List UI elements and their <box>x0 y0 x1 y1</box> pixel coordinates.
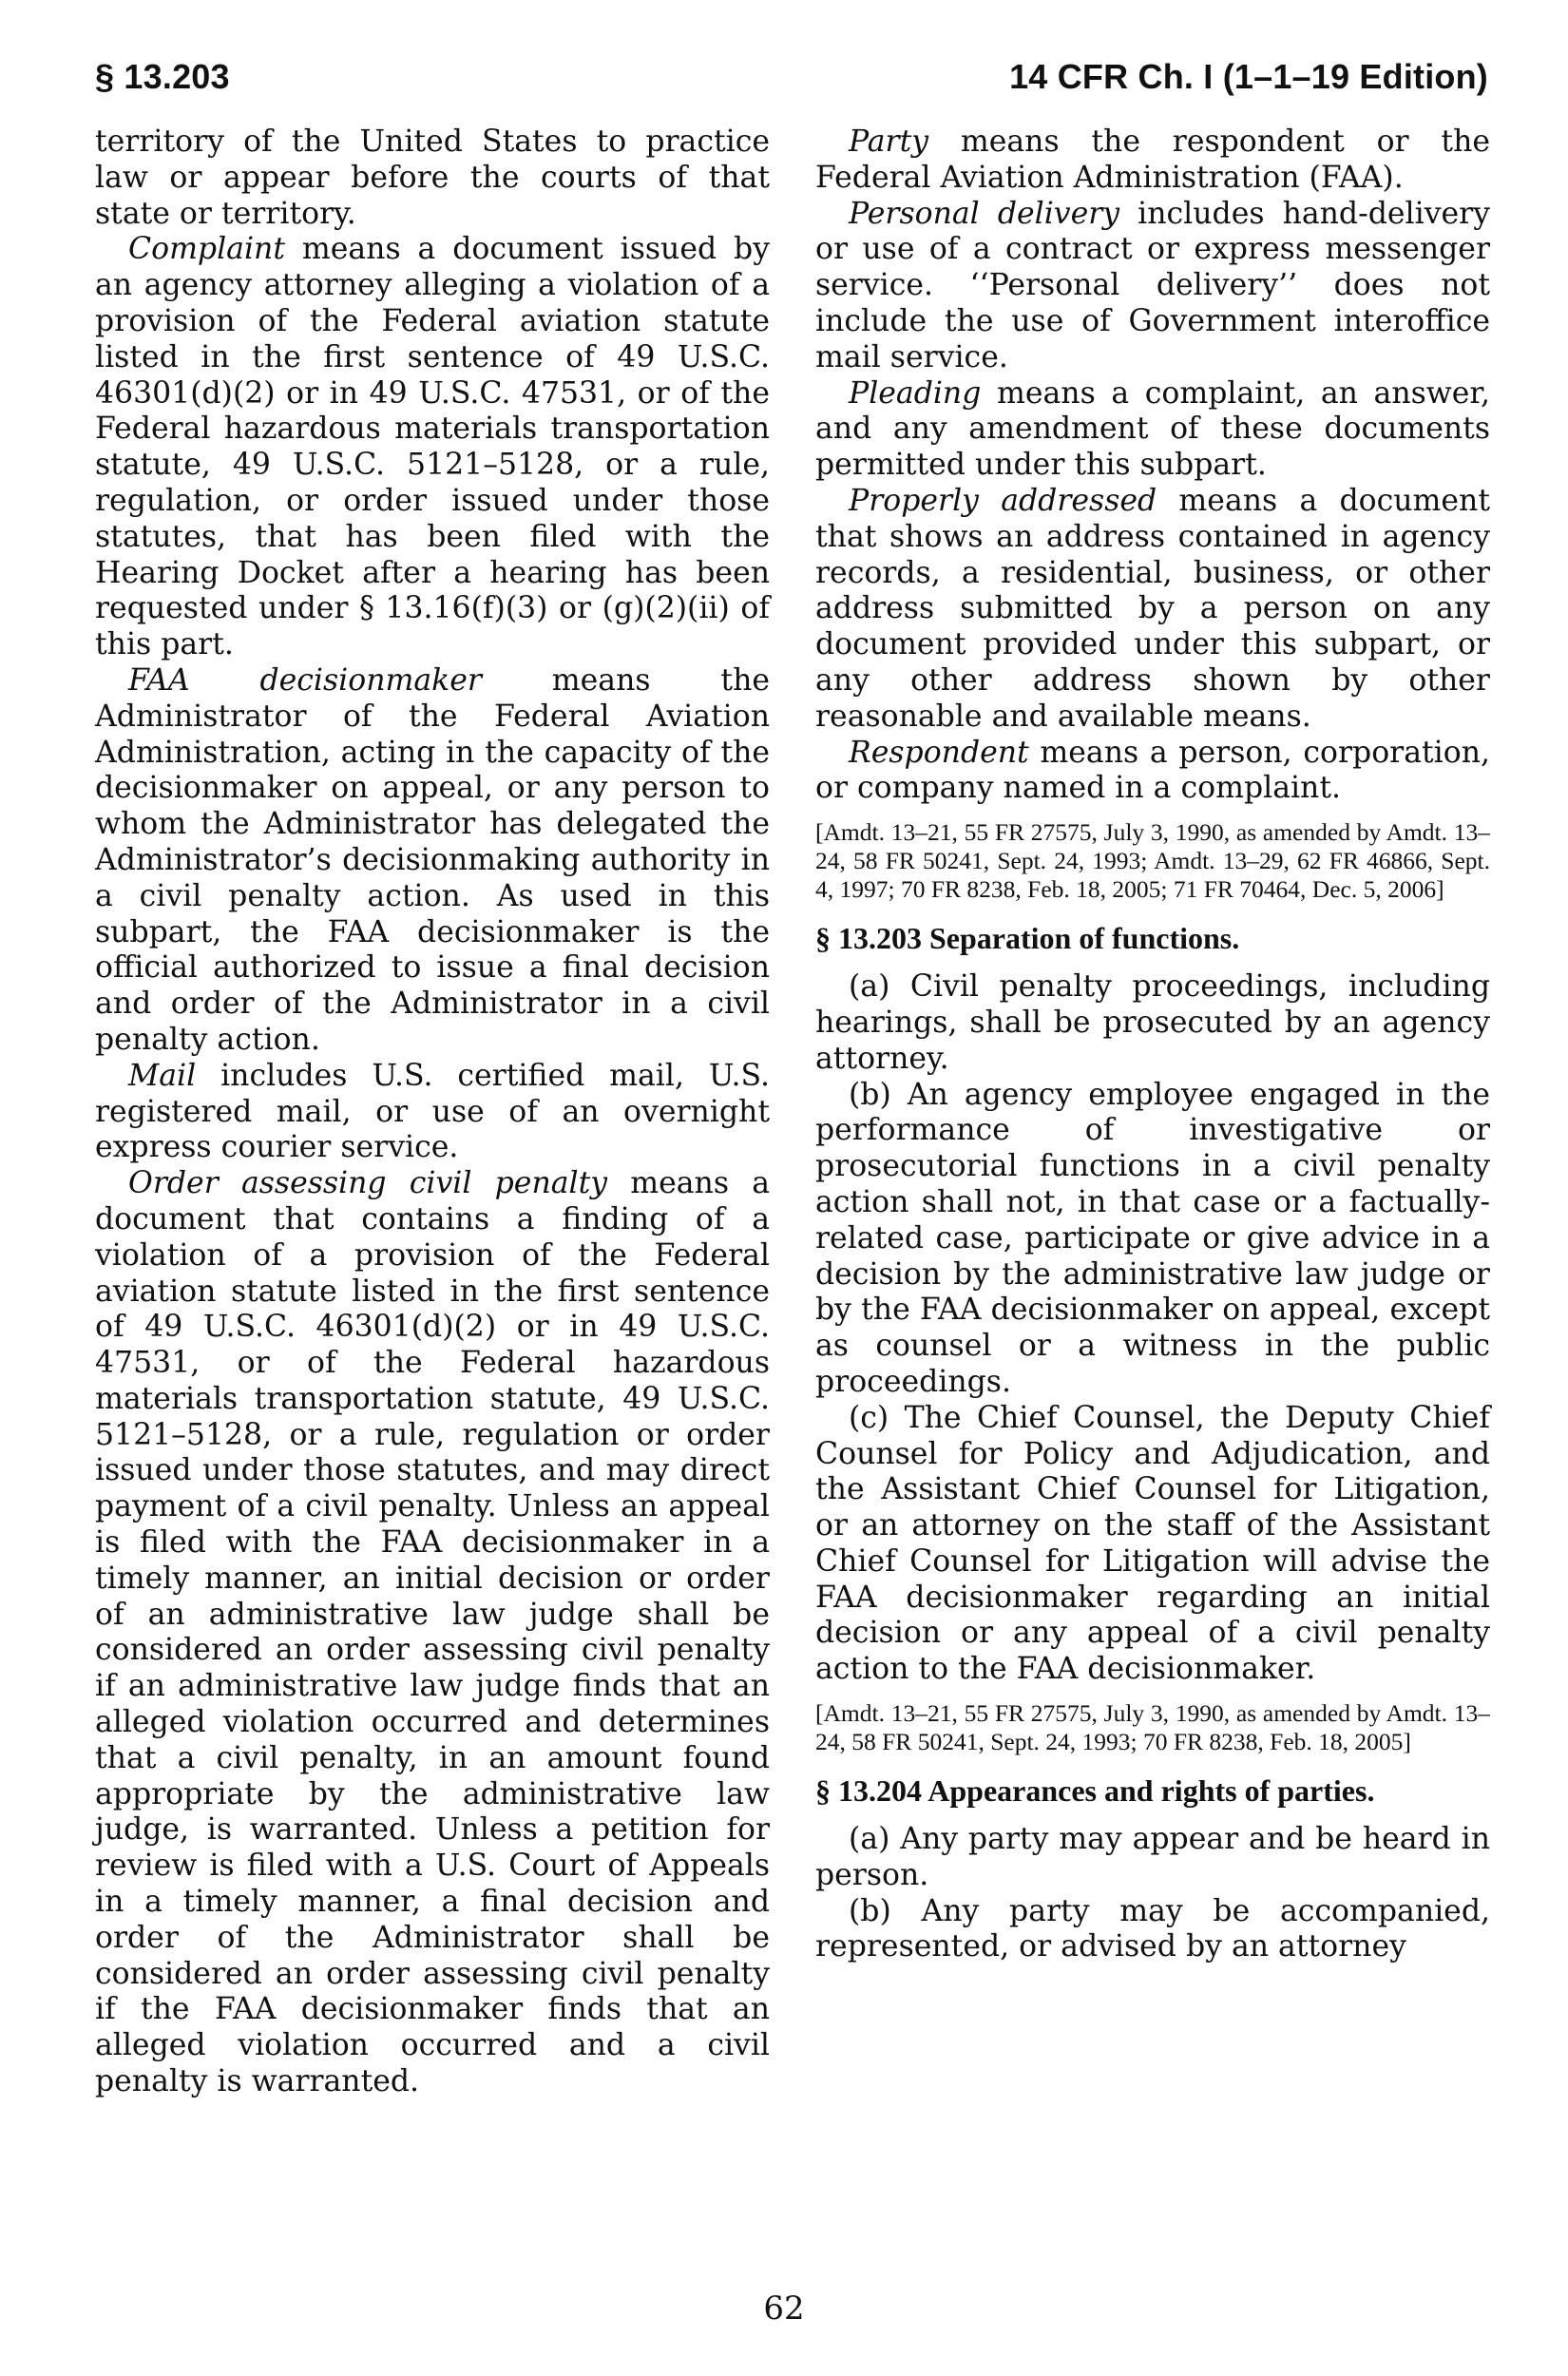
right-column <box>815 125 1490 1965</box>
definition-properly-addressed <box>815 484 1490 736</box>
amendment-citation: [Amdt. 13–21, 55 FR 27575, July 3, 1990, as amended by Amdt. 13–24, 58 FR 50241, Sept. 24, 1993; 70 FR 8238, Feb. 18, 2005] <box>815 1699 1490 1756</box>
left-column <box>95 125 770 2100</box>
definition-text: means the Administrator of the Federal Aviation Administration, acting in the capacity of the decisionmaker on appeal, or any person to whom the Administrator has delegated the Administrator’s decisionmaking authority in a civil penalty action. As used in this subpart, the FAA decisionmaker is the official authorized to issue a final decision and order of the Administrator in a civil penalty action. <box>95 662 770 1057</box>
section-13-203-paragraph-a: (a) Civil penalty proceedings, including hearings, shall be prosecuted by an agency attorney. <box>815 969 1490 1076</box>
definition-text: includes hand-delivery or use of a contract or express messenger service. ‘‘Personal delivery’’ does not include the use of Government interoffice mail service. <box>815 196 1490 374</box>
defined-term: Pleading <box>849 375 982 411</box>
running-head-section: § 13.203 <box>95 57 230 96</box>
definition-text: means a document that contains a finding of a violation of a provision of the Federal aviation statute listed in the first sentence of 49 U.S.C. 46301(d)(2) or in 49 U.S.C. 47531, or of the Federal hazardous materials transportation statute, 49 U.S.C. 5121–5128, or a rule, regulation or order issued under those statutes, and may direct payment of a civil penalty. Unless an appeal is filed with the FAA decisionmaker in a timely manner, an initial decision or order of an administrative law judge shall be considered an order assessing civil penalty if an administrative law judge finds that an alleged violation occurred and determines that a civil penalty, in an amount found appropriate by the administrative law judge, is warranted. Unless a petition for review is filed with a U.S. Court of Appeals in a timely manner, a final decision and order of the Administrator shall be considered an order assessing civil penalty if the FAA decisionmaker finds that an alleged violation occurred and a civil penalty is warranted. <box>95 1166 770 2099</box>
definition-text: means a document issued by an agency attorney alleging a violation of a provision of the Federal aviation statute listed in the first sentence of 49 U.S.C. 46301(d)(2) or in 49 U.S.C. 47531, or of the Federal hazardous materials transportation statute, 49 U.S.C. 5121–5128, or a rule, regulation, or order issued under those statutes, that has been filed with the Hearing Docket after a hearing has been requested under § 13.16(f)(3) or (g)(2)(ii) of this part. <box>95 232 770 662</box>
defined-term: Personal delivery <box>849 196 1120 231</box>
definition-personal-delivery <box>815 197 1490 376</box>
definition-complaint <box>95 232 770 663</box>
page-number: 62 <box>763 2290 805 2328</box>
defined-term: FAA decisionmaker <box>128 662 482 698</box>
defined-term: Order assessing civil penalty <box>128 1166 608 1201</box>
section-13-204-paragraph-a: (a) Any party may appear and be heard in person. <box>815 1822 1490 1892</box>
definition-party <box>815 125 1490 197</box>
page-header <box>95 53 1488 101</box>
definition-text: means a document that shows an address contained in agency records, a residential, business, or other address submitted by a person on any document provided under this subpart, or any other address shown by other reasonable and available means. <box>815 483 1490 734</box>
definition-text: means a complaint, an answer, and any amendment of these documents permitted under this subpart. <box>815 375 1490 483</box>
amendment-citation: [Amdt. 13–21, 55 FR 27575, July 3, 1990, as amended by Amdt. 13–24, 58 FR 50241, Sept. 24, 1993; Amdt. 13–29, 62 FR 46866, Sept. 4, 1997; 70 FR 8238, Feb. 18, 2005; 71 FR 70464, Dec. 5, 2006] <box>815 818 1490 904</box>
definition-text: includes U.S. certified mail, U.S. registered mail, or use of an overnight express courier service. <box>95 1058 770 1165</box>
section-13-204-paragraph-b: (b) Any party may be accompanied, represented, or advised by an attorney <box>815 1893 1490 1964</box>
definition-faa-decisionmaker <box>95 663 770 1059</box>
defined-term: Party <box>849 125 929 159</box>
defined-term: Respondent <box>849 735 1029 770</box>
defined-term: Mail <box>128 1058 197 1093</box>
running-head-edition: 14 CFR Ch. I (1–1–19 Edition) <box>1009 57 1488 96</box>
continued-paragraph: territory of the United States to practice law or appear before the courts of that state or territory. <box>95 125 770 231</box>
section-heading-13-203: § 13.203 Separation of functions. <box>815 921 1240 956</box>
defined-term: Properly addressed <box>849 483 1157 518</box>
section-13-203-paragraph-c: (c) The Chief Counsel, the Deputy Chief Counsel for Policy and Adjudication, and the Assistant Chief Counsel for Litigation, or an attorney on the staff of the Assistant Chief Counsel for Litigation will advise the FAA decisionmaker regarding an initial decision or any appeal of a civil penalty action to the FAA decisionmaker. <box>815 1400 1490 1687</box>
definition-order-assessing-civil-penalty <box>95 1166 770 2100</box>
definition-pleading <box>815 376 1490 484</box>
defined-term: Complaint <box>128 232 285 267</box>
definition-respondent <box>815 736 1490 808</box>
definition-mail <box>95 1059 770 1166</box>
section-13-203-paragraph-b: (b) An agency employee engaged in the performance of investigative or prosecutorial functions in a civil penalty action shall not, in that case or a factually-related case, participate or give advice in a decision by the administrative law judge or by the FAA decisionmaker on appeal, except as counsel or a witness in the public proceedings. <box>815 1077 1490 1399</box>
definition-text: means the respondent or the Federal Aviation Administration (FAA). <box>815 125 1490 195</box>
section-heading-13-204: § 13.204 Appearances and rights of parties. <box>815 1773 1375 1809</box>
definition-text: means a person, corporation, or company named in a complaint. <box>815 735 1490 806</box>
